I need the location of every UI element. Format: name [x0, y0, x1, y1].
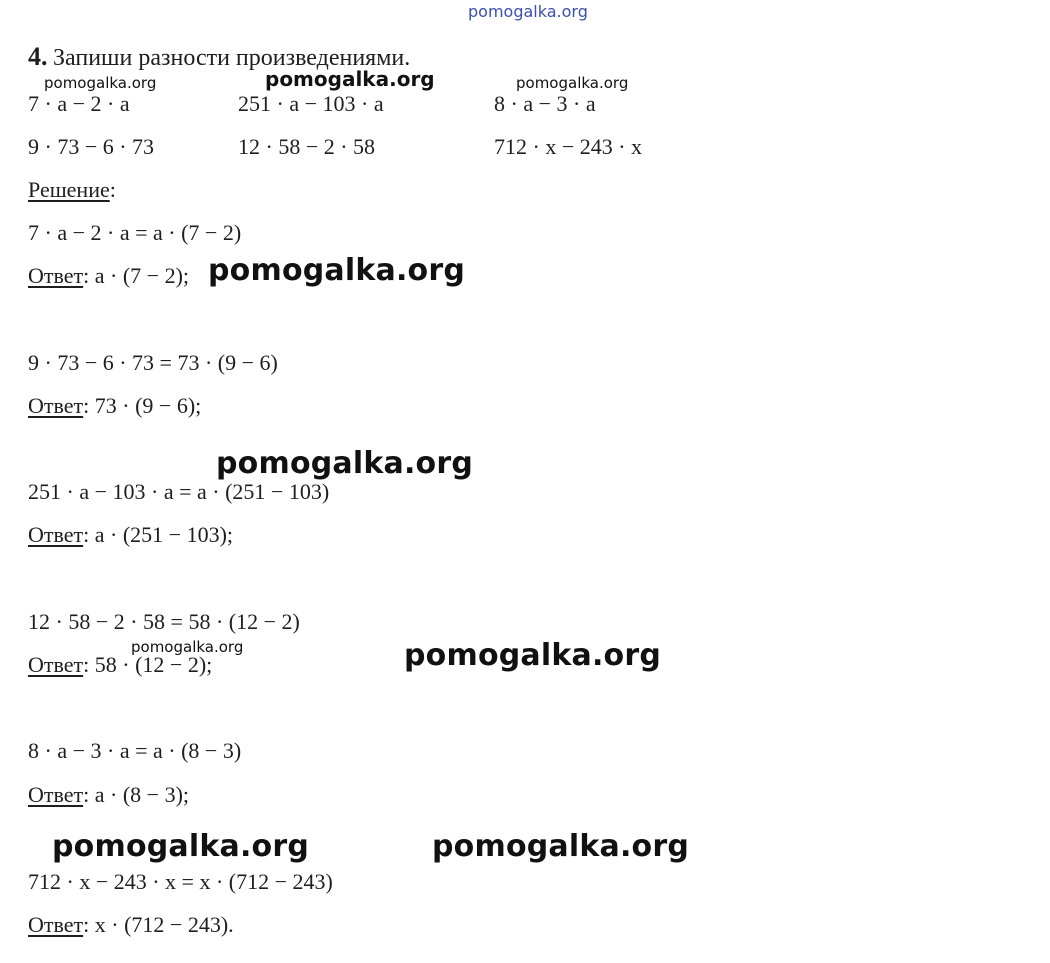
expression: 7 · a − 2 · a: [28, 91, 130, 116]
task-text: Запиши разности произведениями.: [53, 45, 411, 71]
solution-equation: 9 · 73 − 6 · 73 = 73 · (9 − 6): [28, 350, 278, 375]
solution-equation: 8 · a − 3 · a = a · (8 − 3): [28, 738, 242, 763]
answer-label: Ответ: [28, 263, 84, 288]
solution-equation: 12 · 58 − 2 · 58 = 58 · (12 − 2): [28, 609, 300, 634]
expression: 251 · a − 103 · a: [238, 91, 384, 116]
solution-colon: :: [109, 177, 116, 202]
watermark-small: pomogalka.org: [131, 638, 244, 656]
watermark-large: pomogalka.org: [216, 446, 474, 481]
watermark-large: pomogalka.org: [404, 638, 662, 673]
answer-value: : 58 · (12 − 2);: [83, 652, 213, 677]
solution-equation: 712 · x − 243 · x = x · (712 − 243): [28, 869, 333, 894]
answer-line: [28, 652, 212, 678]
answer-line: [28, 522, 233, 548]
answer-value: : 73 · (9 − 6);: [83, 393, 202, 418]
answer-label: Ответ: [28, 782, 84, 807]
answer-label: Ответ: [28, 522, 84, 547]
answer-line: [28, 912, 234, 938]
watermark-large: pomogalka.org: [432, 829, 690, 864]
expression: 12 · 58 − 2 · 58: [238, 134, 376, 159]
answer-label: Ответ: [28, 912, 84, 937]
expression: 8 · a − 3 · a: [494, 91, 596, 116]
answer-label: Ответ: [28, 652, 84, 677]
solution-heading: [28, 177, 116, 203]
expression: 9 · 73 − 6 · 73: [28, 134, 155, 159]
expression: 712 · x − 243 · x: [494, 134, 643, 159]
answer-line: [28, 782, 189, 808]
task-number: 4.: [28, 42, 48, 71]
solution-equation: 7 · a − 2 · a = a · (7 − 2): [28, 220, 242, 245]
answer-label: Ответ: [28, 393, 84, 418]
watermark-small: pomogalka.org: [44, 74, 157, 92]
solution-label: Решение: [28, 177, 110, 202]
answer-value: : a · (251 − 103);: [83, 522, 234, 547]
answer-line: [28, 393, 201, 419]
watermark-small: pomogalka.org: [516, 74, 629, 92]
answer-value: : a · (8 − 3);: [83, 782, 190, 807]
solution-equation: 251 · a − 103 · a = a · (251 − 103): [28, 479, 330, 504]
answer-value: : x · (712 − 243).: [83, 912, 234, 937]
watermark-large: pomogalka.org: [208, 253, 466, 288]
answer-line: [28, 263, 189, 289]
answer-value: : a · (7 − 2);: [83, 263, 190, 288]
watermark-top: pomogalka.org: [468, 2, 588, 21]
watermark-large: pomogalka.org: [52, 829, 310, 864]
watermark-medium: pomogalka.org: [265, 67, 435, 91]
